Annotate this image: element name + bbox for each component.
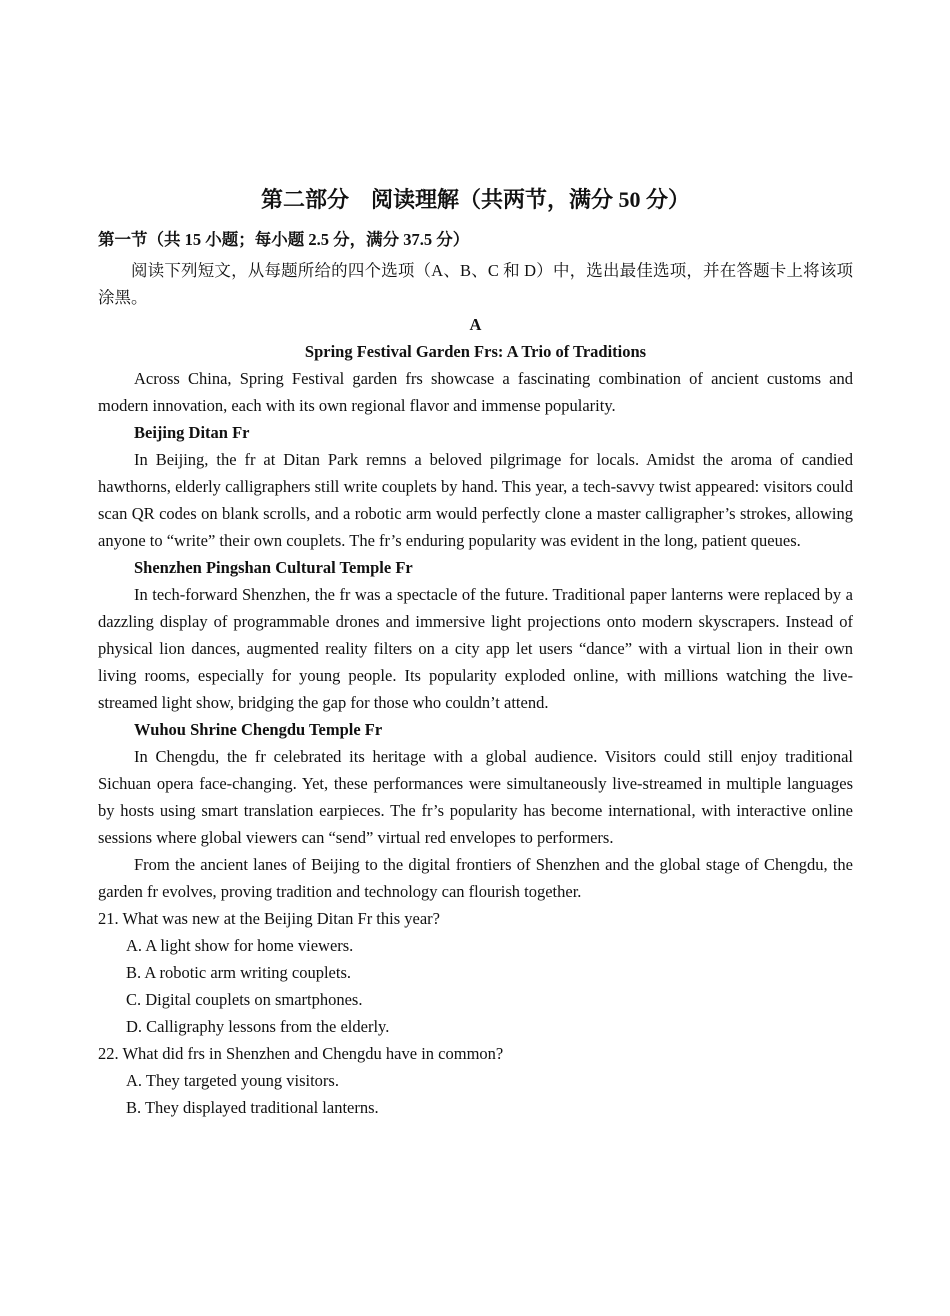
section-body-shenzhen: In tech-forward Shenzhen, the fr was a spectacle of the future. Traditional paper lanterns were replaced by a dazzling display of programmable drones and immersive light projections onto modern skyscrapers. Instead of physical lion dances, augmented reality filters on a city app let users “dance” with a virtual lion in their own living rooms, especially for young people. Its popularity exploded online, with millions watching the live-streamed light show, bridging the gap for those who couldn’t attend.	[98, 585, 853, 712]
section-heading-beijing: Beijing Ditan Fr	[134, 423, 250, 442]
question-21-option-d: D. Calligraphy lessons from the elderly.	[126, 1017, 390, 1036]
passage-letter: A	[469, 315, 482, 334]
passage-intro: Across China, Spring Festival garden frs showcase a fascinating combination of ancient customs and modern innovation, each with its own regional flavor and immense popularity.	[98, 369, 853, 415]
question-22-option-a: A. They targeted young visitors.	[126, 1071, 339, 1090]
section-instruction: 阅读下列短文，从每题所给的四个选项（A、B、C 和 D）中，选出最佳选项，并在答题卡上将该项涂黑。	[98, 261, 853, 307]
exam-page	[98, 184, 853, 1121]
question-22-option-b: B. They displayed traditional lanterns.	[126, 1098, 379, 1117]
question-21-option-b: B. A robotic arm writing couplets.	[126, 963, 352, 982]
section-heading-shenzhen: Shenzhen Pingshan Cultural Temple Fr	[134, 558, 413, 577]
section-title: 第一节（共 15 小题；每小题 2.5 分，满分 37.5 分）	[98, 230, 470, 249]
section-heading-chengdu: Wuhou Shrine Chengdu Temple Fr	[134, 720, 383, 739]
passage-title: Spring Festival Garden Frs: A Trio of Traditions	[304, 342, 647, 361]
question-21-stem: 21. What was new at the Beijing Ditan Fr this year?	[98, 909, 440, 928]
section-body-chengdu: In Chengdu, the fr celebrated its heritage with a global audience. Visitors could still enjoy traditional Sichuan opera face-changing. Yet, these performances were simultaneously live-streamed in multiple languages by hosts using smart translation earpieces. The fr’s popularity has become international, with interactive online sessions where global viewers can “send” virtual red envelopes to performers.	[98, 747, 853, 847]
passage-conclusion: From the ancient lanes of Beijing to the digital frontiers of Shenzhen and the global stage of Chengdu, the garden fr evolves, proving tradition and technology can flourish together.	[98, 855, 853, 901]
part-title: 第二部分 阅读理解（共两节，满分 50 分）	[260, 187, 690, 212]
question-21-option-c: C. Digital couplets on smartphones.	[126, 990, 363, 1009]
question-21-option-a: A. A light show for home viewers.	[126, 936, 354, 955]
question-22-stem: 22. What did frs in Shenzhen and Chengdu have in common?	[98, 1044, 504, 1063]
section-body-beijing: In Beijing, the fr at Ditan Park remns a beloved pilgrimage for locals. Amidst the aroma of candied hawthorns, elderly calligraphers still write couplets by hand. This year, a tech-savvy twist appeared: visitors could scan QR codes on blank scrolls, and a robotic arm would perfectly clone a master calligrapher’s strokes, allowing anyone to “write” their own couplets. The fr’s enduring popularity was evident in the long, patient queues.	[98, 450, 853, 550]
